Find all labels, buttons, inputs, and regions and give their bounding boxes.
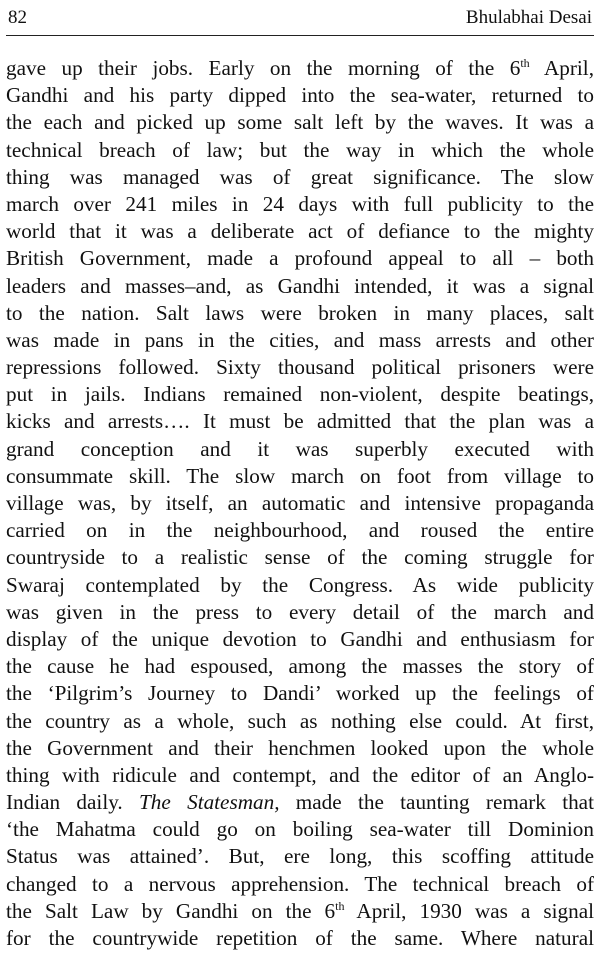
- running-title: Bhulabhai Desai: [465, 7, 592, 28]
- text-line: the country as a whole, such as nothing else could. At first,: [6, 708, 594, 733]
- text-line: kicks and arrests…. It must be admitted that the plan was a: [6, 409, 594, 434]
- text-line: technical breach of law; but the way in which the whole: [6, 137, 594, 162]
- text-line: display of the unique devotion to Gandhi and enthusiasm for: [6, 626, 594, 651]
- text-line: repressions followed. Sixty thousand political prisoners were: [6, 355, 594, 380]
- text-line: thing with ridicule and contempt, and the editor of an Anglo-: [6, 762, 594, 787]
- text-line: thing was managed was of great significance. The slow: [6, 164, 594, 189]
- text-line: world that it was a deliberate act of defiance to the mighty: [6, 219, 594, 244]
- text-line: carried on in the neighbourhood, and roused the entire: [6, 518, 594, 543]
- text-line: Status was attained’. But, ere long, this scoffing attitude: [6, 844, 594, 869]
- text-line: countryside to a realistic sense of the coming struggle for: [6, 545, 594, 570]
- text-line: village was, by itself, an automatic and intensive propaganda: [6, 491, 594, 515]
- text-line: was given in the press to every detail of the march and: [6, 599, 594, 624]
- header-rule: [6, 35, 594, 36]
- text-line: march over 241 miles in 24 days with full publicity to the: [6, 191, 594, 216]
- ordinal-superscript: th: [520, 56, 530, 70]
- running-head: [6, 6, 594, 34]
- page-number: 82: [8, 7, 27, 28]
- text-line: grand conception and it was superbly executed with: [6, 436, 594, 461]
- text-line: for the countrywide repetition of the same. Where natural: [6, 926, 594, 950]
- text-line: gave up their jobs. Early on the morning of the 6th April,: [6, 56, 594, 80]
- text-line: Indian daily. The Statesman, made the taunting remark that: [6, 790, 594, 815]
- body-paragraph: [6, 55, 594, 952]
- text-line: Gandhi and his party dipped into the sea-water, returned to: [6, 83, 594, 108]
- text-line: Swaraj contemplated by the Congress. As wide publicity: [6, 572, 594, 597]
- text-line: to the nation. Salt laws were broken in many places, salt: [6, 300, 594, 325]
- newspaper-title: The Statesman,: [139, 790, 280, 815]
- text-line: the each and picked up some salt left by the waves. It was a: [6, 110, 594, 135]
- text-line: the Government and their henchmen looked upon the whole: [6, 735, 594, 760]
- text-line: ‘the Mahatma could go on boiling sea-water till Dominion: [6, 817, 594, 842]
- text-line: the cause he had espoused, among the masses the story of: [6, 654, 594, 679]
- text-line: British Government, made a profound appeal to all – both: [6, 246, 594, 271]
- text-line: consummate skill. The slow march on foot from village to: [6, 463, 594, 488]
- text-line: the Salt Law by Gandhi on the 6th April, 1930 was a signal: [6, 898, 594, 923]
- text-line: changed to a nervous apprehension. The technical breach of: [6, 871, 594, 896]
- text-line: was made in pans in the cities, and mass arrests and other: [6, 327, 594, 352]
- text-line: the ‘Pilgrim’s Journey to Dandi’ worked up the feelings of: [6, 681, 594, 706]
- text-line: put in jails. Indians remained non-violent, despite beatings,: [6, 382, 594, 407]
- ordinal-superscript: th: [335, 898, 345, 913]
- text-line: leaders and masses–and, as Gandhi intended, it was a signal: [6, 273, 594, 298]
